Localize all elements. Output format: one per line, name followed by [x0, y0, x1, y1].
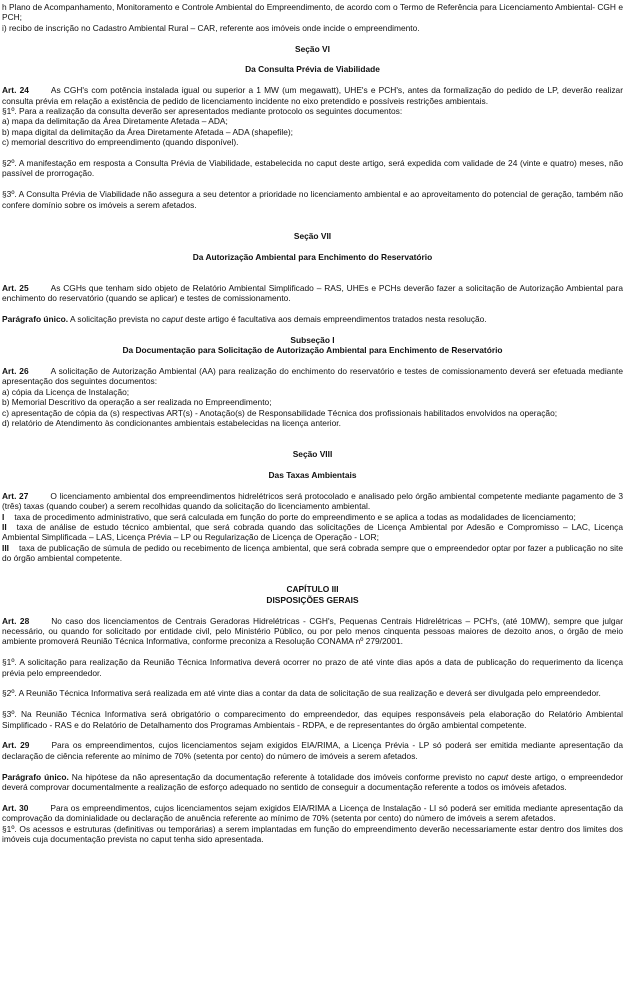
art-30	[2, 803, 623, 824]
art-25-paragrafo-unico	[2, 314, 623, 324]
art-26-text: A solicitação de Autorização Ambiental (AA) para realização do enchimento do reservatório e testes de comissionamento deverá ser efetuada mediante apresentação dos seguintes documentos:	[2, 366, 623, 387]
section-viii-subtitle: Das Taxas Ambientais	[268, 470, 357, 481]
art-26-item-a: a) cópia da Licença de Instalação;	[2, 386, 130, 397]
paragrafo-unico-caput: caput	[162, 314, 183, 325]
art-28-paragraph-3: §3º. Na Reunião Técnica Informativa será obrigatório o comparecimento do empreendedor, das equipes responsáveis pela elaboração do Relatório Ambiental Simplificado - RAS e do Relatório de Detalhamento dos Programas Ambientais - RDPA, e de representantes do órgão ambiental competente.	[2, 709, 623, 730]
art-26-item-d: d) relatório de Atendimento às condicionantes ambientais estabelecidas na licença anterior.	[2, 418, 341, 429]
art-27-item-ii	[2, 522, 623, 543]
subsection-i-title: Subseção I	[290, 334, 335, 345]
art-26-item-b: b) Memorial Descritivo da operação a ser realizada no Empreendimento;	[2, 397, 272, 408]
art-24-item-b: b) mapa digital da delimitação da Área Diretamente Afetada – ADA (shapefile);	[2, 126, 293, 137]
art-24-text: As CGH's com potência instalada igual ou superior a 1 MW (um megawatt), UHE's e PCH's, antes da formalização do pedido de LP, deverão realizar consulta prévia em relação a existência de pedido de licenciamento incidente no eixo pretendido e possíveis restrições ambientais.	[2, 85, 623, 106]
art-27-item-iii	[2, 543, 623, 564]
paragrafo-unico-text-a: A solicitação prevista no	[69, 314, 160, 325]
art-29-pu-text-a: Na hipótese da não apresentação da documentação referente à totalidade dos imóveis conforme previsto no	[71, 771, 485, 782]
art-29	[2, 740, 623, 761]
art-24-item-c: c) memorial descritivo do empreendimento (quando disponível).	[2, 137, 239, 148]
art-28-paragraph-1: §1º. A solicitação para realização da Reunião Técnica Informativa deverá ocorrer no prazo de até vinte dias após a data de publicação do requerimento da licença prévia pelo empreendedor.	[2, 657, 623, 678]
section-vii-subtitle: Da Autorização Ambiental para Enchimento do Reservatório	[192, 251, 433, 262]
art-26-label: Art. 26	[2, 366, 29, 377]
item-iii-number: III	[2, 542, 9, 553]
art-29-text: Para os empreendimentos, cujos licenciamentos sejam exigidos EIA/RIMA, a Licença Prévia - LP só poderá ser emitida mediante apresentação da declaração de ciência referente ao mínimo de 70% (setenta por cento) do número de imóveis a serem afetados.	[2, 740, 623, 761]
item-ii-number: II	[2, 522, 7, 533]
art-29-label: Art. 29	[2, 740, 30, 751]
item-i-number: I	[2, 511, 5, 522]
item-h: h Plano de Acompanhamento, Monitoramento e Controle Ambiental do Empreendimento, de acordo com o Termo de Referência para Licenciamento Ambiental- CGH e PCH;	[2, 2, 623, 23]
art-30-text: Para os empreendimentos, cujos licenciamentos sejam exigidos EIA/RIMA a Licença de Instalação - LI só poderá ser emitida mediante apresentação da comprovação da dominialidade ou declaração de anuência referente ao mínimo de 70% (setenta por cento) do número de imóveis a serem afetados.	[2, 802, 623, 824]
art-24-paragraph-2: §2º. A manifestação em resposta a Consulta Prévia de Viabilidade, estabelecida no caput deste artigo, será expedida com validade de 24 (vinte e quatro) meses, não passível de prorrogação.	[2, 158, 623, 179]
art-24-paragraph-3: §3º. A Consulta Prévia de Viabilidade não assegura a seu detentor a prioridade no licenciamento ambiental e ao aproveitamento do potencial de geração, também não confere domínio sobre os imóveis a serem afetados.	[2, 189, 623, 210]
subsection-i-subtitle: Da Documentação para Solicitação de Autorização Ambiental para Enchimento de Reservatório	[122, 345, 503, 356]
art-27	[2, 491, 623, 512]
section-vii-title: Seção VII	[293, 230, 332, 241]
art-28-paragraph-2: §2º. A Reunião Técnica Informativa será realizada em até vinte dias a contar da data de solicitação de sua realização e deverá ser divulgada pelo empreendedor.	[2, 688, 601, 699]
art-25-label: Art. 25	[2, 282, 29, 293]
art-30-label: Art. 30	[2, 802, 29, 813]
chapter-iii-subtitle: DISPOSIÇÕES GERAIS	[266, 594, 359, 605]
art-25-text: As CGHs que tenham sido objeto de Relatório Ambiental Simplificado – RAS, UHEs e PCHs deverão fazer a solicitação de Autorização Ambiental para enchimento do reservatório (quando se aplicar) e testes de comissionamento.	[2, 282, 623, 304]
art-28	[2, 616, 623, 647]
art-24-item-a: a) mapa da delimitação da Área Diretamente Afetada – ADA;	[2, 116, 228, 127]
art-24	[2, 85, 623, 106]
art-28-label: Art. 28	[2, 615, 30, 626]
section-vi-subtitle: Da Consulta Prévia de Viabilidade	[245, 64, 380, 75]
art-25	[2, 283, 623, 304]
item-iii-text: taxa de publicação de súmula de pedido ou recebimento de licença ambiental, que será cobrada sempre que o empreendedor optar por fazer a publicação no site do órgão ambiental competente.	[2, 542, 623, 564]
item-ii-text: taxa de análise de estudo técnico ambiental, que será cobrada quando das solicitações de Licença Ambiental por Adesão e Compromisso – LAC, Licença Ambiental Simplificada – LAS, Licença Prévia – LP ou Regularização de Licença de Operação - LOR;	[2, 522, 623, 543]
paragrafo-unico-label: Parágrafo único.	[2, 314, 69, 325]
art-29-pu-caput: caput	[487, 771, 509, 782]
art-26-item-c: c) apresentação de cópia da (s) respectivas ART(s) - Anotação(s) de Responsabilidade Técnica dos profissionais habilitados envolvidos na operação;	[2, 407, 558, 418]
art-24-paragraph-1: §1º. Para a realização da consulta deverão ser apresentados mediante protocolo os seguintes documentos:	[2, 106, 403, 117]
section-viii-title: Seção VIII	[292, 449, 333, 460]
art-30-paragraph-1: §1º. Os acessos e estruturas (definitivas ou temporárias) a serem implantadas em função do empreendimento deverão necessariamente estar dentro dos limites dos imóveis cuja documentação prevista no caput tenha sido apresentada.	[2, 823, 623, 845]
art-29-pu-label: Parágrafo único.	[2, 771, 69, 782]
chapter-iii-title: CAPÍTULO III	[286, 584, 339, 595]
item-i-text: taxa de procedimento administrativo, que será calculada em função do porte do empreendimento e se aplica a todas as modalidades de licenciamento;	[14, 511, 576, 522]
art-29-pu-text-b: deste artigo, o empreendedor deverá comprovar documentalmente a realização de esforço adequado no sentido de conseguir a documentação referente a todos os imóveis afetados.	[2, 771, 624, 793]
art-27-label: Art. 27	[2, 490, 29, 501]
art-29-paragrafo-unico	[2, 772, 623, 793]
art-28-text: No caso dos licenciamentos de Centrais Geradoras Hidrelétricas - CGH's, Pequenas Centrais Hidrelétricas – PCH's, (até 10MW), sempre que julgar necessário, ou quando for solicitado por entidade civil, pelo Ministério Público, ou por pelo menos cinquenta pessoas maiores de dezoito anos, o órgão de meio ambiente promoverá Reunião Técnica Informativa, conforme preconiza a Resolução CONAMA nº 279/2001.	[2, 615, 623, 647]
art-27-item-i	[2, 512, 623, 522]
section-vi-title: Seção VI	[295, 43, 330, 54]
art-27-text: O licenciamento ambiental dos empreendimentos hidrelétricos será protocolado e analisado pelo órgão ambiental competente mediante pagamento de 3 (três) taxas (quando couber) a serem recolhidas quando da solicitação do licenciamento ambiental.	[2, 490, 623, 512]
art-24-label: Art. 24	[2, 85, 29, 96]
art-26	[2, 366, 623, 387]
item-i: i) recibo de inscrição no Cadastro Ambiental Rural – CAR, referente aos imóveis onde incide o empreendimento.	[2, 22, 420, 33]
paragrafo-unico-text-b: deste artigo é facultativa aos demais empreendimentos tratados nesta resolução.	[184, 314, 487, 325]
